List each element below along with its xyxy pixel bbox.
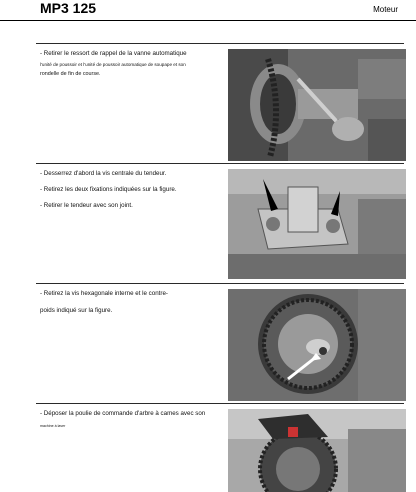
- page-header: [0, 0, 416, 21]
- step-4: [36, 403, 404, 487]
- step-4-line-1: - Déposer la poulie de commande d'arbre à cames avec son: [40, 410, 206, 417]
- step-1-line-3: rondelle de fin de course.: [40, 71, 101, 78]
- step-3: [36, 283, 404, 402]
- step-1-text: [40, 50, 224, 86]
- step-2: [36, 163, 404, 282]
- document-title: MP3 125: [40, 0, 97, 16]
- tensioner-photo: [228, 169, 406, 279]
- step-4-text: [40, 410, 224, 436]
- step-2-line-1: - Desserrez d'abord la vis centrale du tendeur.: [40, 170, 167, 177]
- step-1-line-1: - Retirer le ressort de rappel de la vanne automatique: [40, 50, 187, 57]
- spring-removal-photo: [228, 49, 406, 161]
- section-label: Moteur: [373, 5, 398, 14]
- step-3-line-2: poids indiqué sur la figure.: [40, 306, 113, 314]
- step-4-line-2: machine à laver: [40, 423, 66, 428]
- step-2-text: [40, 170, 224, 217]
- step-3-line-1: - Retirez la vis hexagonale interne et le contre-: [40, 290, 168, 297]
- counterweight-photo: [228, 289, 406, 401]
- step-2-line-3: - Retirer le tendeur avec son joint.: [40, 201, 133, 209]
- step-3-text: [40, 290, 224, 323]
- step-1: [36, 43, 404, 162]
- camshaft-pulley-photo: [228, 409, 406, 492]
- step-2-line-2: - Retirez les deux fixations indiquées sur la figure.: [40, 185, 177, 193]
- step-1-line-2: l'unité de poussoir et l'unité de poussoir automatique de soupape et son: [40, 61, 186, 67]
